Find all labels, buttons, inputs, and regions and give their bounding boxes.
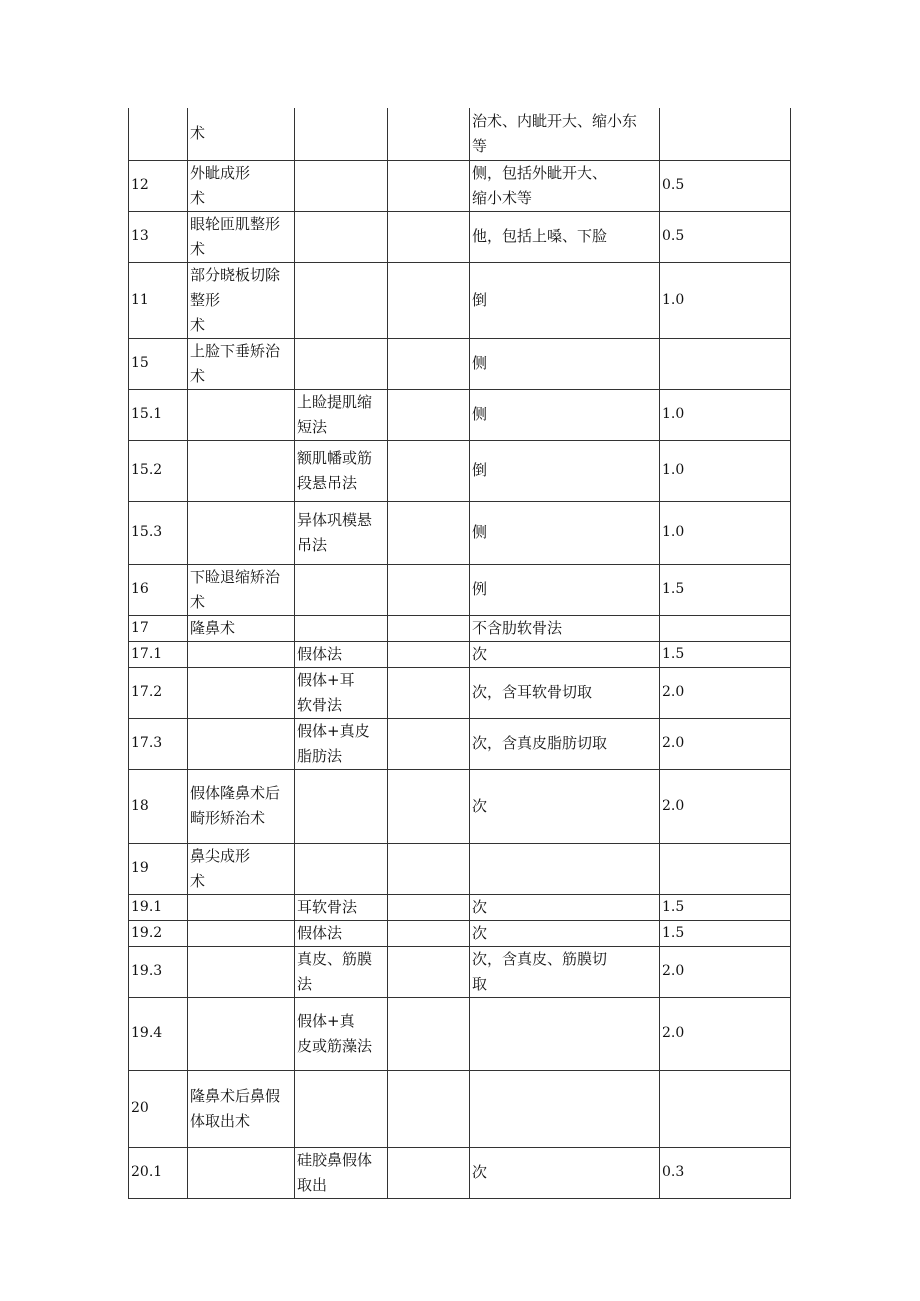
cell-method [295,1147,388,1198]
cell-blank [388,501,470,564]
unit-text: 次 [472,644,488,663]
unit-text: 次 [472,897,488,916]
cell-unit [470,843,660,894]
cell-unit [470,641,660,667]
price-text: 0.5 [662,177,685,193]
cell-unit [470,920,660,946]
code-text: 15.2 [131,462,163,478]
cell-blank [388,718,470,769]
cell-blank [388,615,470,641]
price-text: 1.0 [662,524,685,540]
cell-code [129,946,188,997]
cell-code [129,920,188,946]
code-text: 11 [131,291,149,308]
cell-unit [470,946,660,997]
cell-price [660,338,791,389]
cell-code [129,667,188,718]
code-text: 20.1 [131,1164,163,1180]
cell-code [129,160,188,211]
cell-unit [470,1070,660,1147]
cell-method [295,160,388,211]
cell-price [660,440,791,501]
price-text: 1.5 [662,645,685,662]
cell-code [129,108,188,160]
cell-method [295,338,388,389]
name-text: 术 [190,124,206,143]
cell-code [129,440,188,501]
cell-name [188,564,295,615]
cell-unit [470,667,660,718]
cell-price [660,894,791,920]
cell-code [129,1070,188,1147]
table-row [129,641,791,667]
cell-blank [388,769,470,843]
cell-price [660,843,791,894]
cell-method [295,769,388,843]
price-text: 1.0 [662,406,685,422]
code-text: 17.1 [131,645,163,662]
cell-blank [388,946,470,997]
unit-text: 侧，包括外眦开大、 缩小术等 [472,163,608,207]
code-text: 17.3 [131,735,163,751]
cell-name [188,1070,295,1147]
cell-name [188,946,295,997]
cell-name [188,997,295,1070]
cell-method [295,211,388,262]
cell-unit [470,564,660,615]
cell-method [295,920,388,946]
cell-unit [470,997,660,1070]
cell-price [660,262,791,338]
unit-text: 不含肋软骨法 [472,618,563,637]
cell-price [660,946,791,997]
cell-method [295,615,388,641]
cell-name [188,920,295,946]
unit-text: 侧 [472,405,488,423]
table-row [129,769,791,843]
cell-blank [388,920,470,946]
table-row [129,920,791,946]
table-row [129,718,791,769]
cell-method [295,718,388,769]
table-row [129,160,791,211]
name-text: 下睑退缩矫治 术 [190,567,281,611]
code-text: 20 [131,1100,149,1116]
cell-unit [470,160,660,211]
cell-blank [388,389,470,440]
cell-code [129,564,188,615]
unit-text: 他，包括上嗓、下脸 [472,227,608,245]
cell-name [188,769,295,843]
unit-text: 次，含真皮脂肪切取 [472,734,608,752]
code-text: 13 [131,228,149,244]
cell-code [129,262,188,338]
fee-table [128,108,791,1199]
table-row [129,615,791,641]
code-text: 19.4 [131,1025,163,1041]
table-row [129,211,791,262]
cell-name [188,262,295,338]
cell-price [660,389,791,440]
cell-name [188,1147,295,1198]
method-text: 假体法 [297,923,343,942]
cell-price [660,615,791,641]
price-text: 2.0 [662,735,685,751]
method-text: 真皮、筋膜 法 [297,949,373,993]
cell-blank [388,1070,470,1147]
unit-text: 侧 [472,523,488,541]
cell-code [129,641,188,667]
price-text: 1.0 [662,462,685,478]
cell-unit [470,615,660,641]
table-row [129,894,791,920]
price-text: 1.5 [662,581,685,597]
name-text: 隆鼻术后鼻假 体取出术 [190,1086,281,1130]
table-row [129,440,791,501]
code-text: 19.1 [131,898,163,915]
price-text: 2.0 [662,1025,685,1041]
cell-code [129,997,188,1070]
cell-method [295,667,388,718]
cell-price [660,769,791,843]
code-text: 17 [131,619,149,636]
method-text: 异体巩模悬 吊法 [297,510,373,554]
method-text: 假体+真皮 脂肪法 [297,721,370,765]
price-text: 1.5 [662,898,685,915]
cell-blank [388,997,470,1070]
table-row [129,1070,791,1147]
cell-name [188,718,295,769]
method-text: 假体+耳 软骨法 [297,670,355,714]
code-text: 15.3 [131,524,163,540]
table-row [129,843,791,894]
table-row [129,997,791,1070]
cell-unit [470,769,660,843]
cell-code [129,1147,188,1198]
table-row [129,262,791,338]
method-text: 假体法 [297,644,343,663]
cell-unit [470,389,660,440]
name-text: 隆鼻术 [190,618,236,637]
cell-blank [388,338,470,389]
cell-name [188,211,295,262]
cell-code [129,615,188,641]
cell-blank [388,108,470,160]
cell-name [188,894,295,920]
method-text: 假体+真 皮或筋藻法 [297,1011,373,1055]
price-text: 1.5 [662,924,685,941]
code-text: 12 [131,177,149,193]
method-text: 上睑提肌缩 短法 [297,392,373,436]
code-text: 17.2 [131,684,163,700]
cell-code [129,501,188,564]
method-text: 硅胶鼻假体 取出 [297,1150,373,1194]
name-text: 外眦成形 术 [190,163,251,207]
cell-unit [470,108,660,160]
cell-unit [470,718,660,769]
cell-name [188,501,295,564]
price-text: 1.0 [662,291,685,308]
method-text: 耳软骨法 [297,897,358,916]
cell-method [295,389,388,440]
cell-price [660,641,791,667]
unit-text: 倒 [472,461,488,479]
cell-price [660,1070,791,1147]
cell-name [188,641,295,667]
name-text: 鼻尖成形 术 [190,846,251,890]
unit-text: 治术、内眦开大、缩小东 等 [472,111,638,155]
cell-name [188,440,295,501]
cell-method [295,894,388,920]
cell-price [660,667,791,718]
cell-method [295,997,388,1070]
price-text: 2.0 [662,963,685,979]
table-row [129,946,791,997]
cell-price [660,160,791,211]
code-text: 19.3 [131,963,163,979]
cell-blank [388,1147,470,1198]
price-text: 2.0 [662,684,685,700]
price-text: 2.0 [662,797,685,814]
unit-text: 次 [472,796,488,815]
cell-name [188,667,295,718]
cell-method [295,108,388,160]
table-row [129,108,791,160]
unit-text: 次，含真皮、筋膜切 取 [472,949,608,993]
table-row [129,501,791,564]
cell-blank [388,667,470,718]
cell-blank [388,843,470,894]
cell-method [295,501,388,564]
cell-method [295,564,388,615]
cell-code [129,389,188,440]
unit-text: 次 [472,1163,488,1181]
cell-blank [388,564,470,615]
code-text: 18 [131,797,149,814]
cell-unit [470,262,660,338]
cell-code [129,894,188,920]
name-text: 眼轮匝肌整形 术 [190,214,281,258]
code-text: 19.2 [131,924,163,941]
name-text: 部分晓板切除 整形 术 [190,265,281,334]
cell-price [660,718,791,769]
cell-name [188,389,295,440]
cell-unit [470,211,660,262]
cell-unit [470,338,660,389]
cell-blank [388,211,470,262]
cell-blank [388,641,470,667]
cell-blank [388,262,470,338]
cell-unit [470,440,660,501]
cell-method [295,843,388,894]
table-row [129,1147,791,1198]
code-text: 19 [131,860,149,876]
cell-name [188,160,295,211]
cell-blank [388,440,470,501]
table-row [129,667,791,718]
cell-price [660,501,791,564]
cell-code [129,843,188,894]
unit-text: 倒 [472,290,488,309]
price-text: 0.3 [662,1164,685,1180]
cell-method [295,440,388,501]
method-text: 额肌幡或筋 段悬吊法 [297,448,373,492]
cell-price [660,564,791,615]
cell-price [660,211,791,262]
name-text: 上脸下垂矫治 术 [190,341,281,385]
table-row [129,338,791,389]
code-text: 15 [131,355,149,371]
code-text: 15.1 [131,406,163,422]
cell-code [129,718,188,769]
code-text: 16 [131,581,149,597]
cell-code [129,769,188,843]
cell-method [295,946,388,997]
unit-text: 次，含耳软骨切取 [472,683,593,701]
cell-name [188,615,295,641]
cell-name [188,108,295,160]
cell-blank [388,894,470,920]
cell-unit [470,894,660,920]
unit-text: 侧 [472,354,488,372]
unit-text: 次 [472,923,488,942]
cell-price [660,997,791,1070]
cell-price [660,108,791,160]
cell-name [188,338,295,389]
name-text: 假体隆鼻术后 畸形矫治术 [190,784,281,827]
table-row [129,564,791,615]
cell-name [188,843,295,894]
cell-unit [470,1147,660,1198]
cell-code [129,338,188,389]
cell-method [295,641,388,667]
cell-method [295,1070,388,1147]
cell-method [295,262,388,338]
unit-text: 例 [472,580,488,598]
cell-price [660,920,791,946]
cell-blank [388,160,470,211]
price-text: 0.5 [662,228,685,244]
cell-code [129,211,188,262]
cell-price [660,1147,791,1198]
cell-unit [470,501,660,564]
table-row [129,389,791,440]
